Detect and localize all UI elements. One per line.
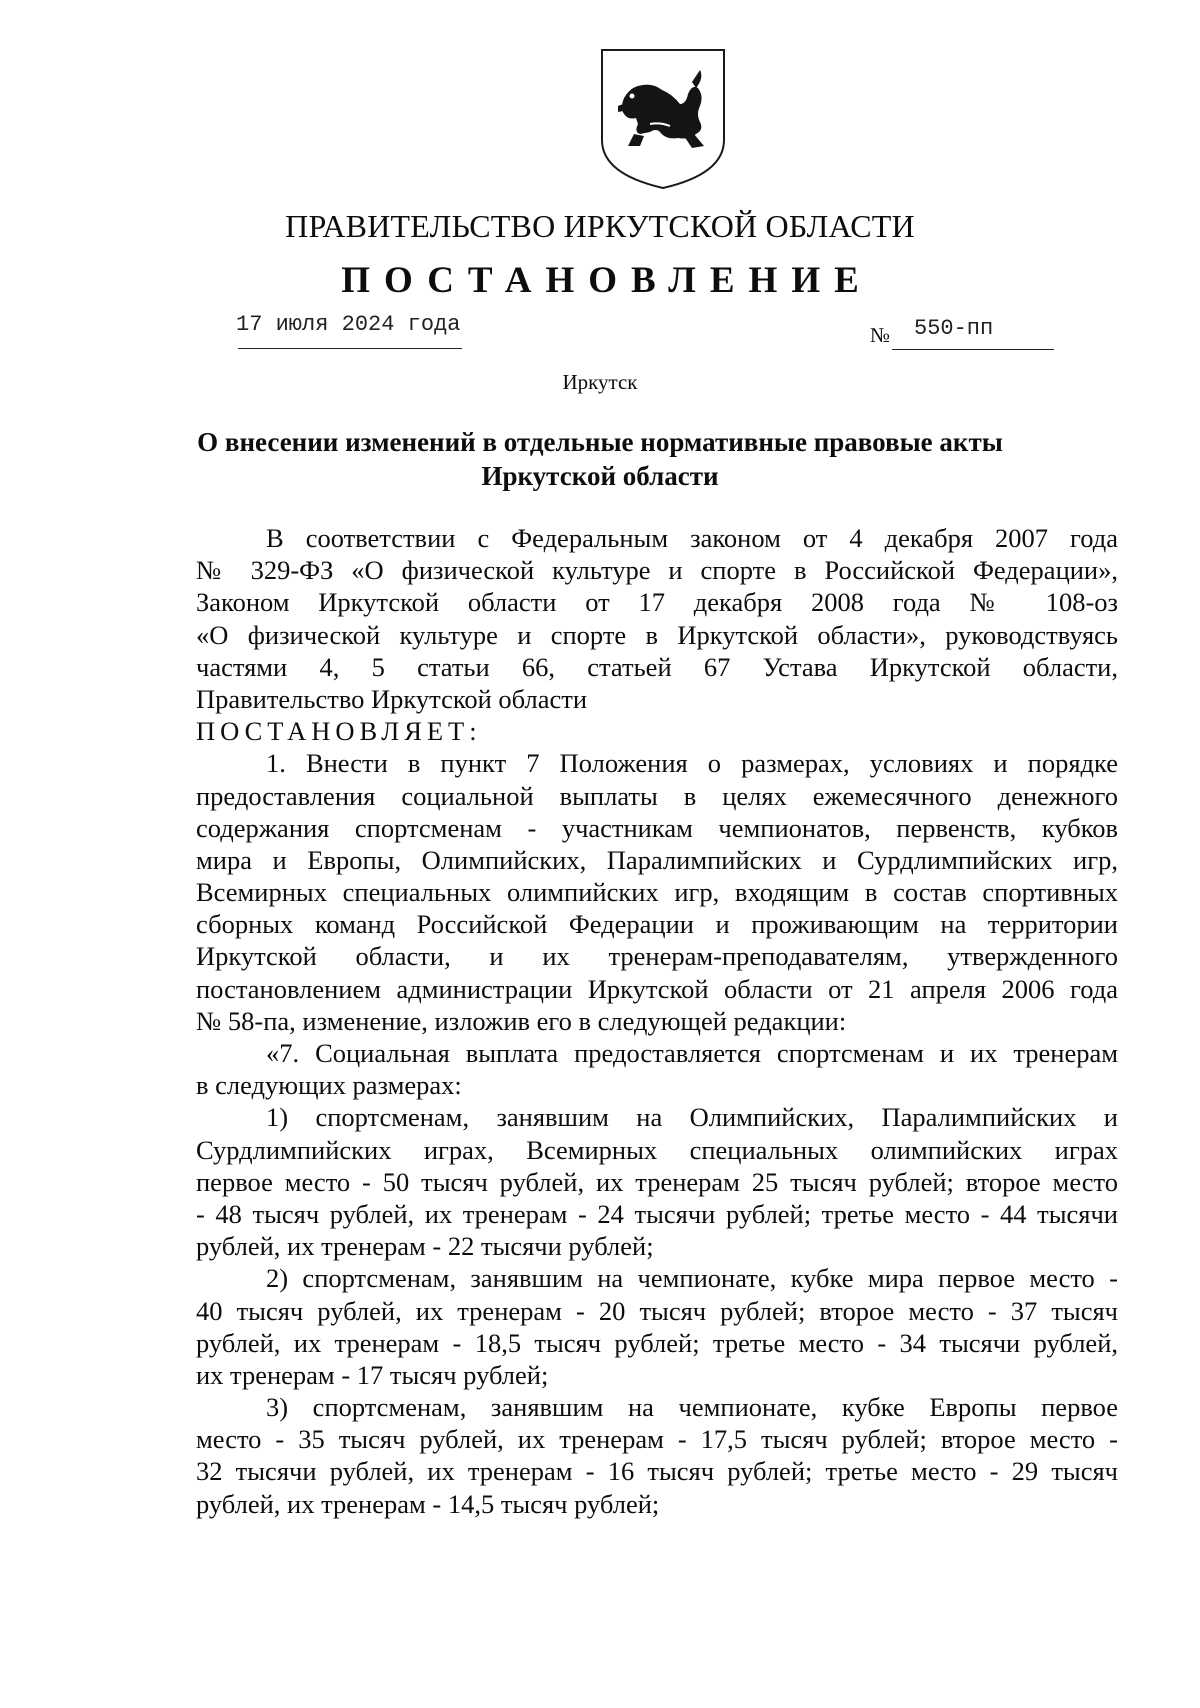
body-line: рублей, их тренерам - 14,5 тысяч рублей; [196,1488,660,1519]
body-line: 2) спортсменам, занявшим на чемпионате, кубке мира первое место - [266,1263,1118,1294]
body-line: первое место - 50 тысяч рублей, их тренерам 25 тысяч рублей; второе место [196,1166,1118,1197]
body-line: мира и Европы, Олимпийских, Паралимпийских и Сурдлимпийских игр, [196,844,1118,875]
body-line: Всемирных специальных олимпийских игр, входящим в состав спортивных [196,877,1118,908]
body-line: содержания спортсменам - участникам чемпионатов, первенств, кубков [196,812,1118,843]
body-line: Иркутской области, и их тренерам-преподавателям, утвержденного [196,941,1118,972]
body-line: 32 тысячи рублей, их тренерам - 16 тысяч рублей; третье место - 29 тысяч [196,1456,1118,1487]
body-line: Законом Иркутской области от 17 декабря 2008 года № 108-оз [196,587,1118,618]
city: Иркутск [562,370,638,394]
document-date: 17 июля 2024 года [236,312,461,337]
body-line: Сурдлимпийских играх, Всемирных специальных олимпийских играх [196,1134,1118,1165]
number-sign: № [870,323,891,347]
body-line: 3) спортсменам, занявшим на чемпионате, кубке Европы первое [266,1392,1118,1423]
body-line: «О физической культуре и спорте в Иркутской области», руководствуясь [196,619,1118,650]
subject-line: О внесении изменений в отдельные нормативные правовые акты [197,427,1003,457]
government-title: ПРАВИТЕЛЬСТВО ИРКУТСКОЙ ОБЛАСТИ [285,208,915,244]
coat-of-arms-emblem [600,48,726,190]
date-field [238,308,462,349]
body-line: место - 35 тысяч рублей, их тренерам - 17,5 тысяч рублей; второе место - [196,1424,1118,1455]
body-line: сборных команд Российской Федерации и проживающим на территории [196,909,1118,940]
body-line: частями 4, 5 статьи 66, статьей 67 Устава Иркутской области, [196,651,1118,682]
body-line: их тренерам - 17 тысяч рублей; [196,1359,549,1390]
body-line: Правительство Иркутской области [196,683,588,714]
body-line: № 58-па, изменение, изложив его в следующей редакции: [196,1005,847,1036]
subject-line: Иркутской области [481,461,719,491]
body-line: № 329-ФЗ «О физической культуре и спорте в Российской Федерации», [196,555,1118,586]
body-line: рублей, их тренерам - 22 тысячи рублей; [196,1231,654,1262]
document-body [196,522,1118,1520]
body-line: в следующих размерах: [196,1070,462,1101]
body-line: 1. Внести в пункт 7 Положения о размерах, условиях и порядке [266,748,1118,779]
body-line: В соответствии с Федеральным законом от 4 декабря 2007 года [266,523,1118,553]
number-field [892,315,1054,350]
body-line: - 48 тысяч рублей, их тренерам - 24 тысячи рублей; третье место - 44 тысячи [196,1198,1118,1229]
body-line: 1) спортсменам, занявшим на Олимпийских, Паралимпийских и [266,1102,1118,1133]
decree-word: ПОСТАНОВЛЯЕТ: [196,716,482,747]
body-line: 40 тысяч рублей, их тренерам - 20 тысяч рублей; второе место - 37 тысяч [196,1295,1118,1326]
document-type: ПОСТАНОВЛЕНИЕ [341,260,873,301]
body-line: предоставления социальной выплаты в целях ежемесячного денежного [196,780,1118,811]
document-number: 550-пп [914,316,994,341]
body-line: постановлением администрации Иркутской области от 21 апреля 2006 года [196,973,1118,1004]
document-subject [0,425,1200,493]
body-line: рублей, их тренерам - 18,5 тысяч рублей; третье место - 34 тысячи рублей, [196,1327,1118,1358]
body-line: «7. Социальная выплата предоставляется спортсменам и их тренерам [266,1038,1118,1068]
